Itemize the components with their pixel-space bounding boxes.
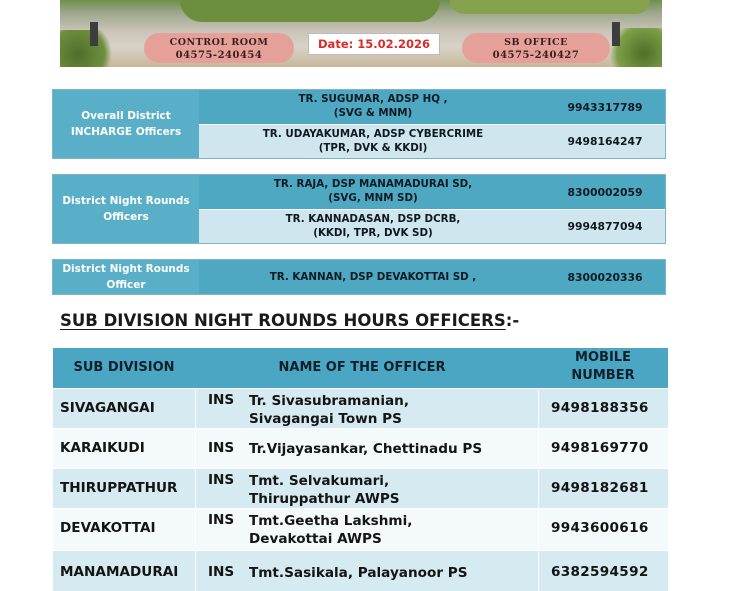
table-row	[53, 388, 668, 428]
mobile-cell: 6382594592	[551, 564, 649, 580]
officer-line2: Devakottai AWPS	[249, 531, 382, 547]
banner-shrub-right	[602, 28, 662, 67]
sub-division-cell: KARAIKUDI	[60, 440, 145, 456]
officer-name-line1: TR. RAJA, DSP MANAMADURAI SD,	[273, 178, 473, 190]
sb-office-title: SB OFFICE	[504, 37, 568, 48]
officer-line2: Thiruppathur AWPS	[249, 491, 400, 507]
column-divider	[195, 388, 196, 591]
officer-line1: Tmt. Selvakumari,	[249, 473, 390, 489]
district-incharge-row	[199, 124, 665, 158]
mobile-cell: 9498188356	[551, 400, 649, 416]
officer-mobile: 9498164247	[545, 125, 665, 158]
table-row	[53, 550, 668, 591]
sub-division-cell: MANAMADURAI	[60, 564, 179, 580]
officer-cell	[249, 392, 409, 428]
officer-name: TR. KANNAN, DSP DEVAKOTTAI SD ,	[199, 260, 547, 294]
officer-name-line2: (TPR, DVK & KKDI)	[318, 142, 428, 154]
control-room-phone: 04575-240454	[175, 50, 263, 61]
table-row	[53, 428, 668, 468]
district-night-rounds-row	[199, 209, 665, 243]
officer-name-line1: TR. KANNADASAN, DSP DCRB,	[285, 213, 461, 225]
officer-name-line1: TR. UDAYAKUMAR, ADSP CYBERCRIME	[262, 128, 484, 140]
banner-lawn	[180, 0, 440, 22]
date-label: Date: 15.02.2026	[308, 33, 440, 55]
control-room-title: CONTROL ROOM	[169, 37, 269, 48]
sub-division-cell: THIRUPPATHUR	[60, 480, 178, 496]
officer-name	[199, 125, 547, 158]
officer-name-line2: (SVG & MNM)	[333, 107, 413, 119]
district-night-round-officer-row	[199, 260, 665, 294]
header-mobile-line1: MOBILE	[575, 350, 631, 365]
officer-name	[199, 90, 547, 124]
sb-office-badge	[462, 33, 610, 63]
officer-line2: Sivagangai Town PS	[249, 411, 402, 427]
district-night-rounds-row	[199, 175, 665, 209]
table-row	[53, 508, 668, 550]
sb-office-phone: 04575-240427	[492, 50, 580, 61]
rank-cell: INS	[208, 440, 235, 456]
header-sub-division: SUB DIVISION	[73, 360, 175, 375]
rank-cell: INS	[208, 472, 235, 488]
mobile-cell: 9498182681	[551, 480, 649, 496]
district-night-rounds-table	[52, 174, 666, 244]
header-banner	[60, 0, 662, 67]
district-incharge-category: Overall District INCHARGE Officers	[53, 90, 199, 158]
officer-line1: Tr. Sivasubramanian,	[249, 393, 409, 409]
table-header	[53, 348, 668, 388]
sub-division-cell: DEVAKOTTAI	[60, 520, 156, 536]
header-mobile-line2: NUMBER	[571, 368, 635, 383]
officer-mobile: 8300020336	[545, 260, 665, 294]
column-divider	[538, 388, 539, 591]
rank-cell: INS	[208, 564, 235, 580]
officer-name	[199, 210, 547, 243]
officer-name-line2: (SVG, MNM SD)	[328, 192, 418, 204]
officer-mobile: 9994877094	[545, 210, 665, 243]
mobile-cell: 9943600616	[551, 520, 649, 536]
district-night-rounds-category: District Night Rounds Officers	[53, 175, 199, 243]
district-incharge-row	[199, 90, 665, 124]
officer-mobile: 8300002059	[545, 175, 665, 209]
sub-division-table	[53, 348, 668, 591]
rank-cell: INS	[208, 512, 235, 528]
officer-name-line1: TR. SUGUMAR, ADSP HQ ,	[298, 93, 448, 105]
officer-name	[199, 175, 547, 209]
district-night-round-officer-table	[52, 259, 666, 295]
officer-cell	[249, 472, 400, 508]
section-heading-suffix: :-	[505, 311, 520, 330]
officer-line1: Tmt.Geetha Lakshmi,	[249, 513, 413, 529]
rank-cell: INS	[208, 392, 235, 408]
banner-post-right	[612, 22, 620, 46]
officer-name-line2: (KKDI, TPR, DVK SD)	[313, 227, 433, 239]
sub-division-cell: SIVAGANGAI	[60, 400, 155, 416]
control-room-badge	[144, 33, 294, 63]
mobile-cell: 9498169770	[551, 440, 649, 456]
banner-post-left	[90, 22, 98, 46]
district-incharge-table	[52, 89, 666, 159]
officer-mobile: 9943317789	[545, 90, 665, 124]
header-officer-name: NAME OF THE OFFICER	[278, 360, 446, 375]
section-heading-text: SUB DIVISION NIGHT ROUNDS HOURS OFFICERS	[60, 311, 506, 330]
officer-cell: Tmt.Sasikala, Palayanoor PS	[249, 565, 468, 581]
district-night-round-officer-category: District Night Rounds Officer	[53, 260, 199, 294]
banner-lawn-right	[450, 0, 650, 14]
table-row	[53, 468, 668, 508]
officer-cell	[249, 512, 412, 548]
section-heading	[60, 311, 519, 330]
officer-cell: Tr.Vijayasankar, Chettinadu PS	[249, 441, 483, 457]
